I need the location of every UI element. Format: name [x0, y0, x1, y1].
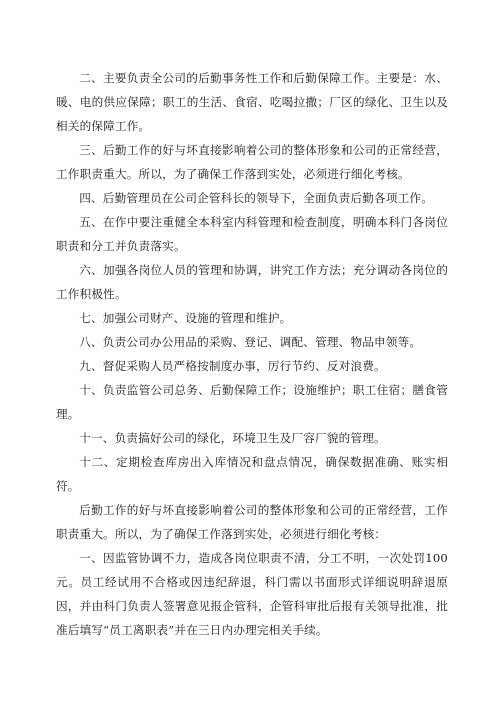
paragraph-10: 十、负责监管公司总务、后勤保障工作；设施维护；职工住宿；膳食管理。	[56, 383, 448, 421]
paragraph-8: 八、负责公司办公用品的采购、登记、调配、管理、物品申领等。	[79, 335, 422, 349]
paragraph-2: 二、主要负责全公司的后勤事务性工作和后勤保障工作。主要是：水、暖、电的供应保障；职工的生活、食宿、吃喝拉撒；厂区的绿化、卫生以及相关的保障工作。	[56, 71, 448, 133]
paragraph-4: 四、后勤管理员在公司企管科长的领导下，全面负责后勤各项工作。	[79, 191, 434, 205]
paragraph-12: 十二、定期检查库房出入库情况和盘点情况，确保数据准确、账实相符。	[56, 455, 448, 493]
paragraph-7: 七、加强公司财产、设施的管理和维护。	[79, 311, 292, 325]
paragraph-11: 十一、负责搞好公司的绿化，环境卫生及厂容厂貌的管理。	[79, 431, 386, 445]
document-body	[56, 66, 448, 642]
paragraph-5: 五、在作中要注重健全本科室内科管理和检查制度，明确本科门各岗位职责和分工并负责落实。	[56, 215, 448, 253]
paragraph-3: 三、后勤工作的好与坏直接影响着公司的整体形象和公司的正常经营，工作职责重大。所以，为了确保工作落到实处，必须进行细化考核。	[56, 143, 448, 181]
paragraph-assessment-1: 一、因监管协调不力，造成各岗位职责不清，分工不明，一次处罚100元。员工经试用不合格或因违纪辞退，科门需以书面形式详细说明辞退原因，并由科门负责人签署意见报企管科，企管科审批后报有关领导批准，批准后填写“员工离职表”并在三日内办理完相关手续。	[56, 551, 448, 637]
paragraph-9: 九、督促采购人员严格按制度办事，厉行节约、反对浪费。	[79, 359, 386, 373]
paragraph-summary: 后勤工作的好与坏直接影响着公司的整体形象和公司的正常经营，工作职责重大。所以，为了确保工作落到实处，必须进行细化考核：	[56, 503, 448, 541]
paragraph-6: 六、加强各岗位人员的管理和协调，讲究工作方法；充分调动各岗位的工作积极性。	[56, 263, 448, 301]
